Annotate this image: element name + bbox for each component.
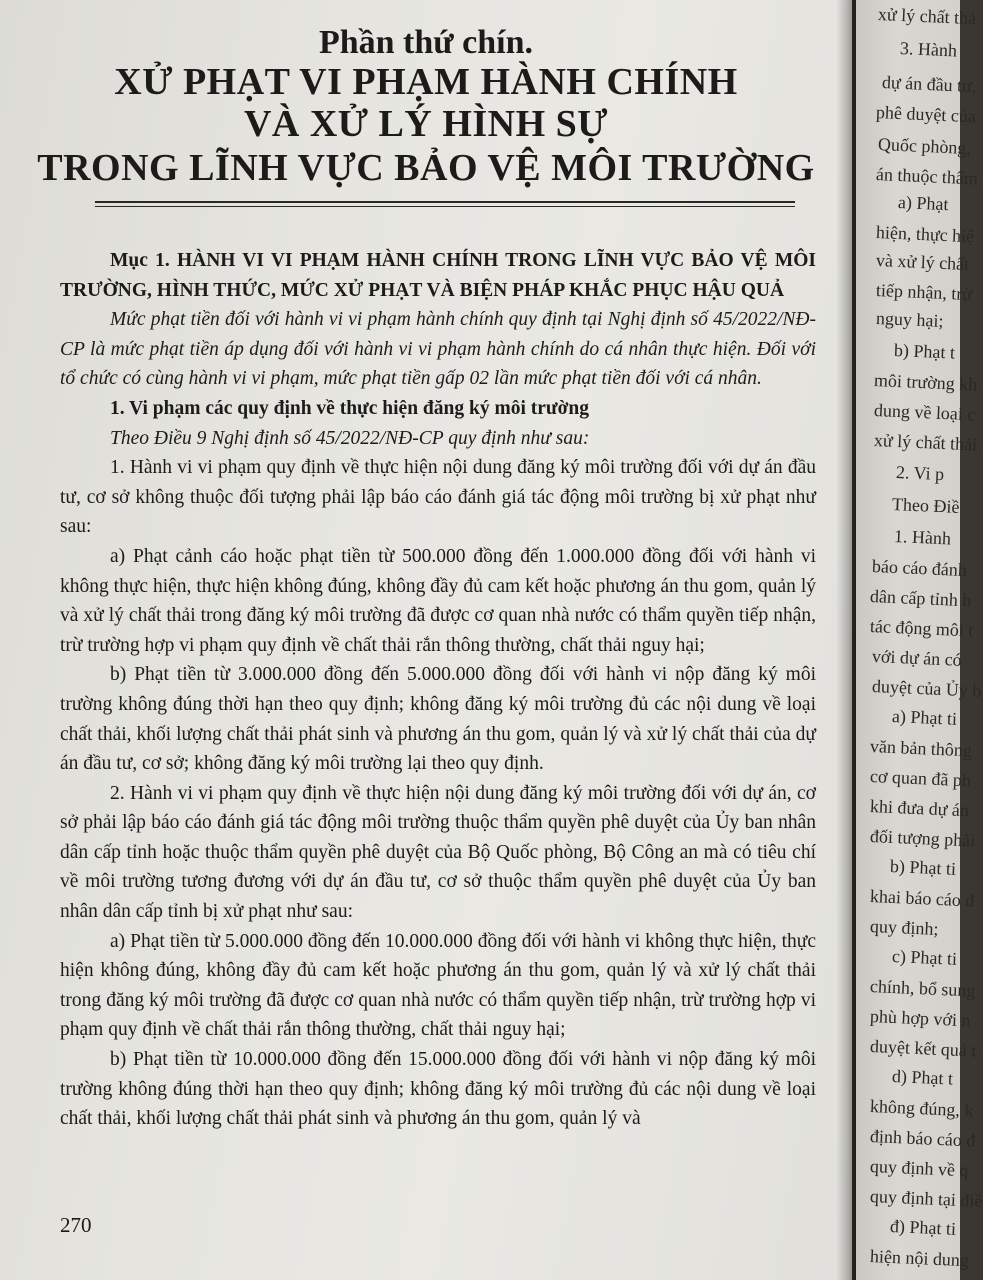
section-heading: Mục 1. HÀNH VI VI PHẠM HÀNH CHÍNH TRONG LĨNH VỰC BẢO VỆ MÔI TRƯỜNG, HÌNH THỨC, MỨC XỬ PHẠT VÀ BIỆN PHÁP KHẮC PHỤC HẬU QUẢ: [60, 250, 816, 301]
next-page-fragment: xử lý chất thả: [877, 4, 977, 29]
next-page-fragment: chính, bổ sung: [869, 976, 976, 1001]
next-page-fragment: đ) Phạt ti: [889, 1216, 957, 1239]
paragraph: a) Phạt cảnh cáo hoặc phạt tiền từ 500.000 đồng đến 1.000.000 đồng đối với hành vi không thực hiện, thực hiện không đúng, không đầy đủ cam kết hoặc phương án thu gom, quản lý và xử lý chất thải trong đăng ký môi trường đã được cơ quan nhà nước có thẩm quyền tiếp nhận, trừ trường hợp vi phạm quy định về chất thải rắn thông thường, chất thải nguy hại;: [60, 545, 816, 656]
next-page-fragment: tiếp nhận, trừ: [875, 280, 973, 305]
next-page-fragment: c) Phạt ti: [891, 946, 958, 969]
next-page-fragment: 2. Vi p: [895, 462, 945, 485]
part-label: Phần thứ chín.: [318, 24, 534, 61]
subsection-title: 1. Vi phạm các quy định về thực hiện đăng ký môi trường: [110, 397, 589, 419]
next-page-fragment: án thuộc thẩm: [875, 164, 979, 189]
next-page-fragment: tác động môi t: [869, 616, 974, 641]
page-number: 270: [60, 1213, 92, 1237]
part-title-line-1: XỬ PHẠT VI PHẠM HÀNH CHÍNH: [114, 61, 738, 103]
next-page-fragment: nguy hại;: [875, 308, 944, 331]
next-page-fragment: quy định;: [869, 916, 939, 939]
next-page-fragment: dân cấp tỉnh h: [869, 586, 972, 611]
next-page-fragment: d) Phạt t: [891, 1066, 954, 1089]
next-page-fragment: duyệt của Ủy b: [871, 676, 982, 701]
next-page-fragment: quy định tại điề: [869, 1186, 983, 1211]
next-page-fragment: đối tượng phải: [869, 826, 976, 851]
next-page-fragment: với dự án có: [871, 646, 963, 670]
paragraph: b) Phạt tiền từ 3.000.000 đồng đến 5.000.000 đồng đối với hành vi nộp đăng ký môi trường không đúng thời hạn theo quy định; không đăng ký môi trường đủ các nội dung về loại chất thải, khối lượng chất thải phát sinh và phương án thu gom, quản lý và xử lý chất thải của dự án đầu tư, cơ sở; không đăng ký môi trường lại theo quy định.: [60, 664, 816, 775]
next-page-fragment: không đúng, k: [869, 1096, 974, 1121]
next-page-fragment: hiện nội dung: [869, 1246, 970, 1271]
next-page-fragment: a) Phạt: [897, 192, 949, 215]
next-page-fragment: khi đưa dự án: [869, 796, 970, 821]
next-page-fragment: 3. Hành: [899, 38, 958, 61]
paragraph: a) Phạt tiền từ 5.000.000 đồng đến 10.000.000 đồng đối với hành vi không thực hiện, thực hiện không đúng, không đầy đủ cam kết hoặc phương án thu gom, quản lý và xử lý chất thải trong đăng ký môi trường đã được cơ quan nhà nước có thẩm quyền tiếp nhận, trừ trường hợp vi phạm quy định về chất thải rắn thông thường, chất thải nguy hại;: [60, 930, 816, 1041]
next-page-fragment: xử lý chất thải: [873, 430, 978, 455]
next-page-fragment: phù hợp với n: [869, 1006, 971, 1031]
section-intro: Mức phạt tiền đối với hành vi vi phạm hành chính quy định tại Nghị định số 45/2022/NĐ-CP là mức phạt tiền áp dụng đối với hành vi vi phạm hành chính do cá nhân thực hiện. Đối với tổ chức có cùng hành vi vi phạm, mức phạt tiền gấp 02 lần mức phạt tiền đối với cá nhân.: [60, 309, 816, 390]
next-page-fragment: dự án đầu tư,: [881, 72, 977, 97]
next-page-fragment: cơ quan đã ph: [869, 766, 972, 791]
next-page-fragment: định báo cáo đ: [869, 1126, 976, 1151]
next-page-fragment: môi trường kh: [873, 370, 978, 395]
title-divider: [95, 201, 795, 203]
next-page-fragment: phê duyệt của: [875, 102, 977, 127]
next-page-edge: [856, 0, 983, 1280]
subsection-reference: Theo Điều 9 Nghị định số 45/2022/NĐ-CP quy định như sau:: [110, 427, 590, 449]
book-gutter-shadow: [836, 0, 856, 1280]
next-page-fragment: dung về loại c: [873, 400, 976, 425]
next-page-fragment: báo cáo đánh: [871, 556, 968, 581]
next-page-fragment: Quốc phòng,: [877, 134, 972, 159]
next-page-fragment: Theo Điề: [891, 494, 960, 517]
paragraph: b) Phạt tiền từ 10.000.000 đồng đến 15.000.000 đồng đối với hành vi nộp đăng ký môi trường không đúng thời hạn theo quy định; không đăng ký môi trường đủ các nội dung về loại chất thải, khối lượng chất thải phát sinh và phương án thu gom, quản lý và: [60, 1049, 816, 1130]
title-divider-thin: [95, 206, 795, 207]
next-page-fragment: b) Phạt ti: [889, 856, 957, 879]
next-page-fragment: văn bản thông: [869, 736, 973, 761]
next-page-fragment: 1. Hành: [893, 526, 952, 549]
page-body: [60, 246, 816, 1134]
next-page-fragment: hiện, thực hiệ: [875, 222, 975, 247]
next-page-fragment: quy định về q: [869, 1156, 969, 1181]
part-title-line-3: TRONG LĨNH VỰC BẢO VỆ MÔI TRƯỜNG: [37, 147, 815, 189]
paragraph: 2. Hành vi vi phạm quy định về thực hiện nội dung đăng ký môi trường đối với dự án, cơ sở phải lập báo cáo đánh giá tác động môi trường thuộc thẩm quyền phê duyệt của Ủy ban nhân dân cấp tỉnh hoặc thuộc thẩm quyền phê duyệt của Bộ Quốc phòng, Bộ Công an mà có tiêu chí về môi trường tương đương với dự án đầu tư, cơ sở thuộc thẩm quyền phê duyệt của Ủy ban nhân dân cấp tỉnh bị xử phạt như sau:: [60, 782, 816, 923]
next-page-fragment: a) Phạt ti: [891, 706, 958, 729]
next-page-fragment: khai báo cáo đ: [869, 886, 975, 911]
part-title-line-2: VÀ XỬ LÝ HÌNH SỰ: [243, 103, 609, 145]
paragraph: 1. Hành vi vi phạm quy định về thực hiện nội dung đăng ký môi trường đối với dự án đầu tư, cơ sở không thuộc đối tượng phải lập báo cáo đánh giá tác động môi trường bị xử phạt như sau:: [60, 457, 816, 538]
next-page-fragment: và xử lý chất: [875, 250, 970, 275]
next-page-fragment: duyệt kết quả t: [869, 1036, 977, 1061]
next-page-fragment: b) Phạt t: [893, 340, 956, 363]
